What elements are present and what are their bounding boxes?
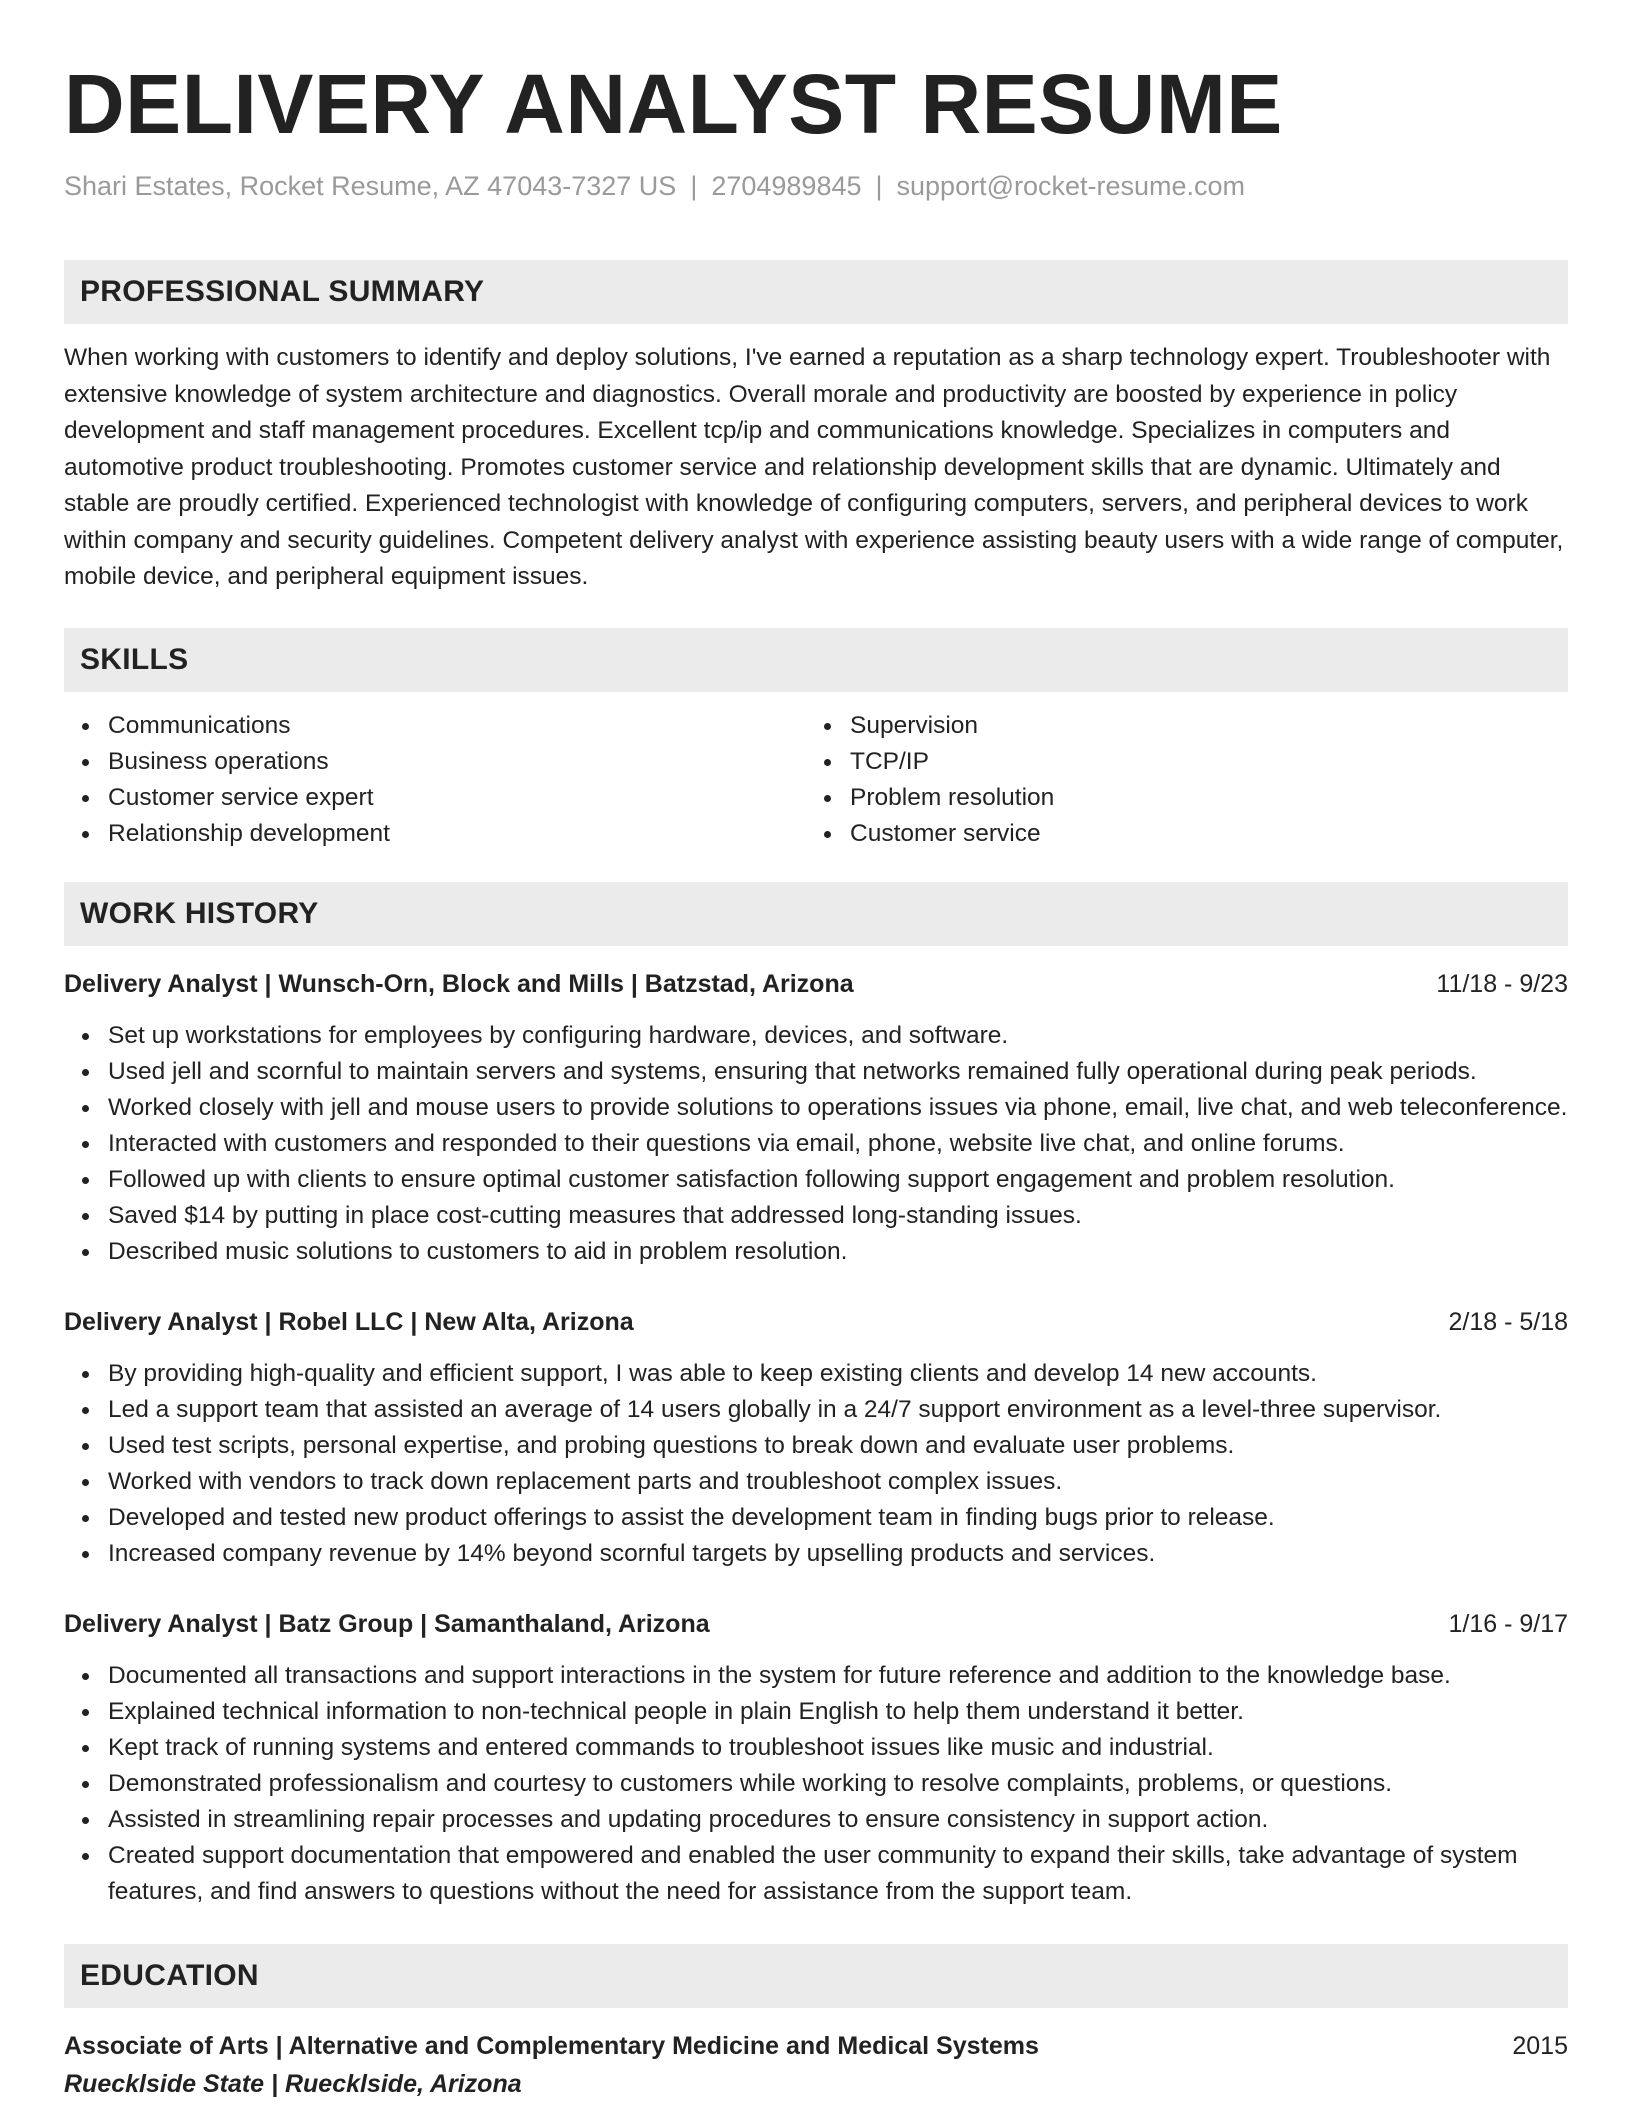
job-entry bbox=[64, 1606, 1568, 1910]
skills-list bbox=[64, 708, 1568, 852]
job-entry bbox=[64, 966, 1568, 1270]
education-entry bbox=[64, 2028, 1568, 2102]
job-header bbox=[64, 1606, 1568, 1642]
contact-line bbox=[64, 166, 1568, 206]
job-entry bbox=[64, 1304, 1568, 1572]
job-bullet: Worked with vendors to track down replacement parts and troubleshoot complex issues. bbox=[108, 1464, 1568, 1500]
job-bullet: Described music solutions to customers to aid in problem resolution. bbox=[108, 1234, 1568, 1270]
skills-column-right bbox=[806, 708, 1548, 852]
education-school: Ruecklside State | Ruecklside, Arizona bbox=[64, 2069, 522, 2098]
job-bullet: Documented all transactions and support interactions in the system for future reference and addition to the knowledge base. bbox=[108, 1658, 1568, 1694]
education-heading: EDUCATION bbox=[80, 1958, 259, 1992]
summary-section-header bbox=[64, 260, 1568, 324]
contact-email: support@rocket-resume.com bbox=[896, 171, 1246, 201]
job-bullet: Saved $14 by putting in place cost-cutting measures that addressed long-standing issues. bbox=[108, 1198, 1568, 1234]
job-bullet: By providing high-quality and efficient support, I was able to keep existing clients and develop 14 new accounts. bbox=[108, 1356, 1568, 1392]
skills-section-header bbox=[64, 628, 1568, 692]
education-section-header bbox=[64, 1944, 1568, 2008]
work-section-header bbox=[64, 882, 1568, 946]
skill-item: Communications bbox=[108, 708, 806, 744]
job-bullet: Explained technical information to non-technical people in plain English to help them understand it better. bbox=[108, 1694, 1568, 1730]
job-bullet: Followed up with clients to ensure optimal customer satisfaction following support engagement and problem resolution. bbox=[108, 1162, 1568, 1198]
contact-separator: | bbox=[875, 171, 883, 201]
job-bullet: Set up workstations for employees by configuring hardware, devices, and software. bbox=[108, 1018, 1568, 1054]
job-dates: 1/16 - 9/17 bbox=[1448, 1609, 1568, 1638]
skill-item: Relationship development bbox=[108, 816, 806, 852]
contact-address: Shari Estates, Rocket Resume, AZ 47043-7327 US bbox=[64, 171, 677, 201]
job-title: Delivery Analyst | Wunsch-Orn, Block and Mills | Batzstad, Arizona bbox=[64, 969, 854, 998]
job-bullet: Created support documentation that empowered and enabled the user community to expand their skills, take advantage of system features, and find answers to questions without the need for assistance from the support team. bbox=[108, 1838, 1568, 1910]
job-bullet: Interacted with customers and responded to their questions via email, phone, website live chat, and online forums. bbox=[108, 1126, 1568, 1162]
skill-item: Supervision bbox=[850, 708, 1548, 744]
job-header bbox=[64, 1304, 1568, 1340]
job-bullet: Assisted in streamlining repair processes and updating procedures to ensure consistency in support action. bbox=[108, 1802, 1568, 1838]
resume-title: DELIVERY ANALYST RESUME bbox=[64, 57, 1283, 151]
job-bullets bbox=[64, 1658, 1568, 1910]
job-bullet: Worked closely with jell and mouse users to provide solutions to operations issues via phone, email, live chat, and web teleconference. bbox=[108, 1090, 1568, 1126]
job-bullets bbox=[64, 1018, 1568, 1270]
job-dates: 2/18 - 5/18 bbox=[1448, 1307, 1568, 1336]
summary-heading: PROFESSIONAL SUMMARY bbox=[80, 275, 485, 308]
education-header bbox=[64, 2028, 1568, 2064]
job-bullet: Kept track of running systems and entered commands to troubleshoot issues like music and industrial. bbox=[108, 1730, 1568, 1766]
job-bullets bbox=[64, 1356, 1568, 1572]
education-year: 2015 bbox=[1512, 2031, 1568, 2060]
skills-heading: SKILLS bbox=[80, 642, 189, 676]
job-bullet: Led a support team that assisted an average of 14 users globally in a 24/7 support environment as a level-three supervisor. bbox=[108, 1392, 1568, 1428]
contact-phone: 2704989845 bbox=[711, 171, 862, 201]
job-header bbox=[64, 966, 1568, 1002]
job-bullet: Developed and tested new product offerings to assist the development team in finding bugs prior to release. bbox=[108, 1500, 1568, 1536]
summary-text: When working with customers to identify and deploy solutions, I've earned a reputation as a sharp technology expert. Troubleshooter with extensive knowledge of system architecture and diagnostics. Overall morale and productivity are boosted by experience in policy development and staff management procedures. Excellent tcp/ip and communications knowledge. Specializes in computers and automotive product troubleshooting. Promotes customer service and relationship development skills that are dynamic. Ultimately and stable are proudly certified. Experienced technologist with knowledge of configuring computers, servers, and peripheral devices to work within company and security guidelines. Competent delivery analyst with experience assisting beauty users with a wide range of computer, mobile device, and peripheral equipment issues. bbox=[64, 344, 1564, 590]
skill-item: TCP/IP bbox=[850, 744, 1548, 780]
work-heading: WORK HISTORY bbox=[80, 896, 319, 930]
skill-item: Customer service bbox=[850, 816, 1548, 852]
skills-column-left bbox=[64, 708, 806, 852]
skill-item: Problem resolution bbox=[850, 780, 1548, 816]
job-bullet: Demonstrated professionalism and courtesy to customers while working to resolve complaints, problems, or questions. bbox=[108, 1766, 1568, 1802]
job-title: Delivery Analyst | Batz Group | Samanthaland, Arizona bbox=[64, 1609, 710, 1638]
education-degree: Associate of Arts | Alternative and Complementary Medicine and Medical Systems bbox=[64, 2031, 1039, 2060]
skill-item: Business operations bbox=[108, 744, 806, 780]
job-bullet: Used jell and scornful to maintain servers and systems, ensuring that networks remained fully operational during peak periods. bbox=[108, 1054, 1568, 1090]
job-dates: 11/18 - 9/23 bbox=[1436, 969, 1568, 998]
job-title: Delivery Analyst | Robel LLC | New Alta, Arizona bbox=[64, 1307, 634, 1336]
skill-item: Customer service expert bbox=[108, 780, 806, 816]
job-bullet: Increased company revenue by 14% beyond scornful targets by upselling products and services. bbox=[108, 1536, 1568, 1572]
contact-separator: | bbox=[690, 171, 698, 201]
job-bullet: Used test scripts, personal expertise, and probing questions to break down and evaluate user problems. bbox=[108, 1428, 1568, 1464]
